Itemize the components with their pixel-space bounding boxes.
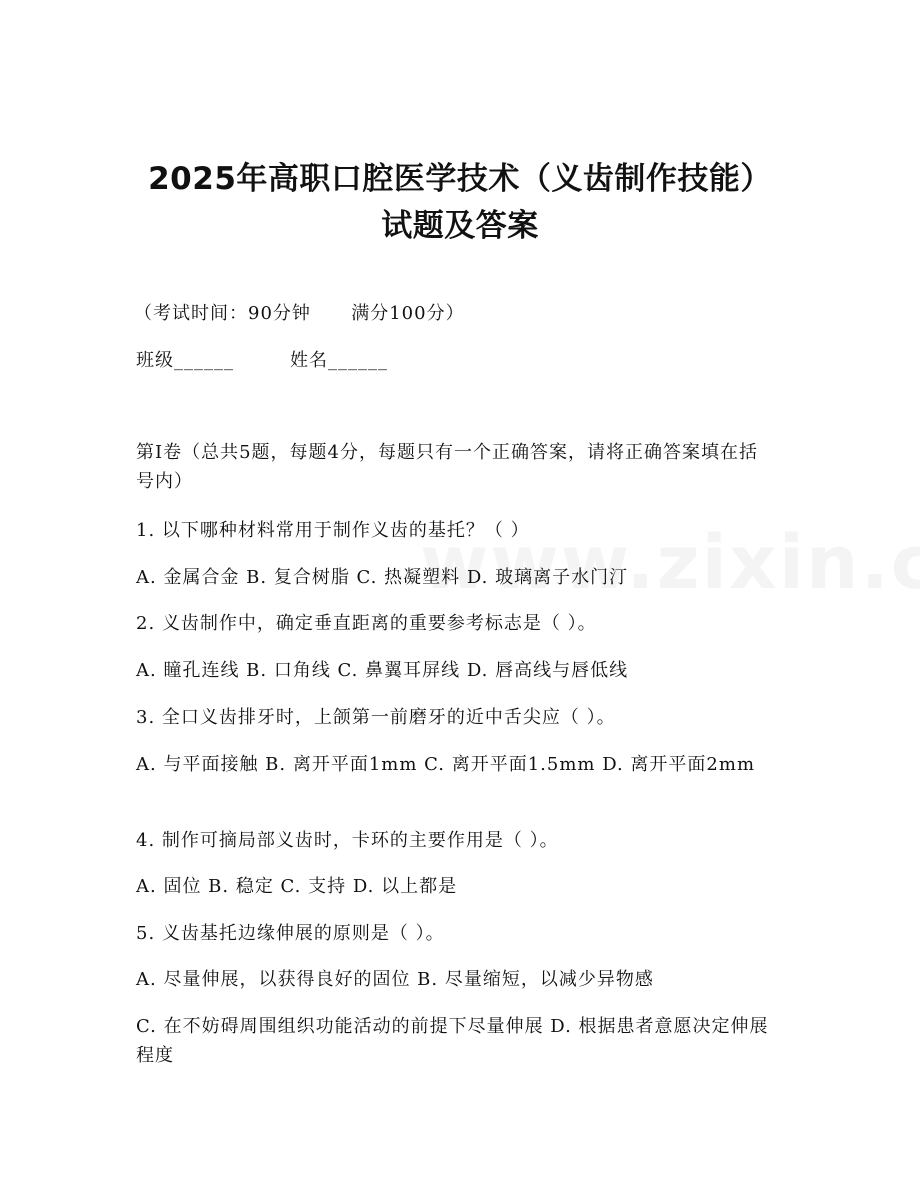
page-title-line1: 2025年高职口腔医学技术（义齿制作技能） <box>148 161 772 197</box>
question-2-stem: 2. 义齿制作中，确定垂直距离的重要参考标志是（ ）。 <box>136 613 597 634</box>
exam-time-info: （考试时间：90分钟 满分100分） <box>134 303 465 324</box>
question-5-options-cd: C. 在不妨碍周围组织功能活动的前提下尽量伸展 D. 根据患者意愿决定伸展程度 <box>136 1016 769 1066</box>
question-4-stem: 4. 制作可摘局部义齿时，卡环的主要作用是（ ）。 <box>136 830 559 851</box>
question-5-options-ab: A. 尽量伸展，以获得良好的固位 B. 尽量缩短，以减少异物感 <box>136 969 654 990</box>
question-3-stem: 3. 全口义齿排牙时，上颌第一前磨牙的近中舌尖应（ ）。 <box>136 707 616 728</box>
question-2-options: A. 瞳孔连线 B. 口角线 C. 鼻翼耳屏线 D. 唇高线与唇低线 <box>136 660 629 681</box>
section-instructions: 第I卷（总共5题，每题4分，每题只有一个正确答案，请将正确答案填在括号内） <box>136 442 759 492</box>
name-field: 姓名______ <box>290 350 388 371</box>
question-5-stem: 5. 义齿基托边缘伸展的原则是（ ）。 <box>136 923 445 944</box>
question-3-options: A. 与平面接触 B. 离开平面1mm C. 离开平面1.5mm D. 离开平面2mm <box>136 754 756 775</box>
question-1-options: A. 金属合金 B. 复合树脂 C. 热凝塑料 D. 玻璃离子水门汀 <box>136 567 629 588</box>
question-4-options: A. 固位 B. 稳定 C. 支持 D. 以上都是 <box>136 876 458 897</box>
page-title-line2: 试题及答案 <box>381 208 539 244</box>
question-1-stem: 1. 以下哪种材料常用于制作义齿的基托？（ ） <box>136 520 530 541</box>
class-field: 班级______ <box>136 350 234 371</box>
student-fields <box>136 349 786 373</box>
